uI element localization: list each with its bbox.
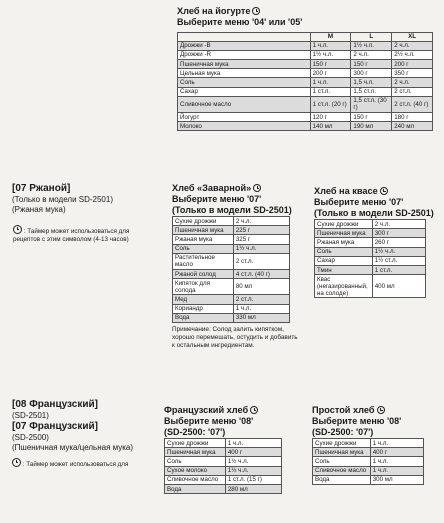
amount-cell: 1½ ч.л. [310, 50, 351, 59]
ingredient-cell: Пшеничная мука [315, 229, 373, 238]
timer-clock-icon [377, 406, 385, 414]
amount-cell: 120 г [310, 113, 351, 122]
ingredient-cell: Пшеничная мука [165, 448, 226, 457]
amount-cell: 1½ ч.л. [225, 457, 281, 466]
custard-title-text: Хлеб «Заварной» [172, 183, 252, 193]
amount-cell: 2 ст.л. (40 г) [392, 96, 433, 112]
table-row [178, 96, 433, 112]
ingredient-cell: Дрожжи -B [178, 41, 311, 50]
french-table [164, 438, 282, 494]
table-row [178, 41, 433, 50]
ingredient-cell: Ржаной солод [173, 269, 234, 278]
table-row [173, 295, 290, 304]
ingredient-cell: Сливочное масло [313, 466, 371, 475]
table-row [178, 69, 433, 78]
kvass-recipe [314, 186, 434, 298]
timer-clock-icon [253, 184, 261, 192]
table-row [178, 78, 433, 87]
ingredient-cell: Сахар [315, 256, 373, 265]
amount-cell: 1½ ч.л. [351, 41, 392, 50]
amount-cell: 225 г [233, 226, 289, 235]
simple-recipe [312, 405, 424, 485]
ingredient-cell: Пшеничная мука [313, 448, 371, 457]
rye-timer-note [12, 225, 131, 243]
ingredient-cell: Ржаная мука [173, 235, 234, 244]
yogurt-title [177, 6, 433, 17]
ingredient-cell: Тмин [315, 265, 373, 274]
amount-cell: 1,5 ст.л. [351, 87, 392, 96]
table-row [178, 122, 433, 131]
ingredient-cell: Кипяток для солода [173, 279, 234, 295]
table-row [173, 235, 290, 244]
table-row [315, 229, 426, 238]
amount-cell: 1 ч.л. [310, 41, 351, 50]
kvass-subtitle-1: Выберите меню '07' [314, 197, 404, 207]
table-row [315, 238, 426, 247]
rye-model-note: (Только в модели SD-2501) [12, 195, 113, 204]
amount-cell: 2 ч.л. [392, 78, 433, 87]
ingredient-cell: Цельная мука [178, 69, 311, 78]
table-row [173, 244, 290, 253]
amount-cell: 280 мл [225, 484, 281, 493]
table-header: M [310, 32, 351, 41]
amount-cell: 330 мл [233, 313, 289, 322]
ingredient-cell: Сливочное масло [178, 96, 311, 112]
amount-cell: 2 ст.л. [233, 253, 289, 269]
yogurt-title-text: Хлеб на йогурте [177, 6, 251, 16]
amount-cell: 260 г [372, 238, 425, 247]
french-subtitle-2: (SD-2500: '07') [164, 426, 226, 437]
simple-subtitle-2: (SD-2500: '07') [312, 426, 374, 437]
amount-cell: 2 ст.л. [392, 87, 433, 96]
french-recipe [164, 405, 282, 494]
ingredient-cell: Вода [173, 313, 234, 322]
timer-clock-icon [250, 406, 258, 414]
table-row [315, 256, 426, 265]
custard-table-body [173, 217, 290, 323]
amount-cell: 1 ст.л. [310, 87, 351, 96]
table-row [315, 247, 426, 256]
ingredient-cell: Соль [178, 78, 311, 87]
table-header: L [351, 32, 392, 41]
ingredient-cell: Мед [173, 295, 234, 304]
french-title [164, 405, 282, 416]
amount-cell: 1 ч.л. [233, 304, 289, 313]
ingredient-cell: Ржаная мука [315, 238, 373, 247]
amount-cell: 400 г [370, 448, 423, 457]
table-row [313, 475, 424, 484]
custard-subtitle-2: (Только в модели SD-2501) [172, 204, 292, 215]
ingredient-cell: Вода [313, 475, 371, 484]
ingredient-cell: Дрожжи -R [178, 50, 311, 59]
table-row [178, 113, 433, 122]
timer-clock-icon [252, 7, 260, 15]
amount-cell: 1 ст.л. (20 г) [310, 96, 351, 112]
amount-cell: 1 ст.л. [372, 265, 425, 274]
simple-title-text: Простой хлеб [312, 405, 375, 415]
simple-table [312, 438, 424, 485]
kvass-table [314, 219, 426, 298]
ingredient-cell: Кориандр [173, 304, 234, 313]
amount-cell: 2 ч.л. [392, 41, 433, 50]
amount-cell: 80 мл [233, 279, 289, 295]
timer-note-text: : Таймер может использоваться для [22, 461, 129, 468]
amount-cell: 150 г [351, 113, 392, 122]
table-row [315, 220, 426, 229]
table-row [313, 448, 424, 457]
table-row [173, 253, 290, 269]
custard-table [172, 216, 290, 323]
ingredient-cell: Соль [313, 457, 371, 466]
amount-cell: 300 г [372, 229, 425, 238]
amount-cell: 2 ч.л. [351, 50, 392, 59]
french-timer-note [12, 458, 130, 469]
table-row [178, 50, 433, 59]
timer-clock-icon [380, 187, 388, 195]
table-row [173, 279, 290, 295]
amount-cell: 2 ст.л. [233, 295, 289, 304]
ingredient-cell: Вода [165, 484, 226, 493]
amount-cell: 350 г [392, 69, 433, 78]
ingredient-cell: Йогурт [178, 113, 311, 122]
amount-cell: 180 г [392, 113, 433, 122]
table-row [165, 466, 282, 475]
table-row [173, 313, 290, 322]
ingredient-cell: Сухое молоко [165, 466, 226, 475]
amount-cell: 400 г [225, 448, 281, 457]
custard-recipe [172, 183, 302, 350]
custard-title [172, 183, 302, 194]
amount-cell: 1 ч.л. [370, 466, 423, 475]
ingredient-cell: Соль [173, 244, 234, 253]
table-row [313, 457, 424, 466]
table-row [315, 265, 426, 274]
simple-subtitle-1: Выберите меню '08' [312, 416, 402, 426]
table-row [178, 60, 433, 69]
simple-title [312, 405, 424, 416]
table-row [165, 475, 282, 484]
rye-flour-note: (Ржаная мука) [12, 205, 66, 214]
yogurt-recipe [177, 6, 433, 131]
amount-cell: 1 ч.л. [225, 439, 281, 448]
ingredient-cell: Сахар [178, 87, 311, 96]
amount-cell: 1,5 ч.л. [351, 78, 392, 87]
custard-subtitle-1: Выберите меню '07' [172, 194, 262, 204]
ingredient-cell: Растительное масло [173, 253, 234, 269]
table-header: XL [392, 32, 433, 41]
amount-cell: 1 ч.л. [370, 439, 423, 448]
table-row [313, 466, 424, 475]
amount-cell: 400 мл [372, 275, 425, 298]
amount-cell: 1 ч.л. [310, 78, 351, 87]
kvass-subtitle-2: (Только в модели SD-2501) [314, 207, 434, 218]
amount-cell: 1½ ч.л. [372, 247, 425, 256]
ingredient-cell: Соль [165, 457, 226, 466]
table-row [173, 269, 290, 278]
french-section [12, 399, 162, 469]
rye-section [12, 183, 162, 243]
table-row [313, 439, 424, 448]
table-row [178, 87, 433, 96]
french-table-body [165, 439, 282, 494]
ingredient-cell: Молоко [178, 122, 311, 131]
amount-cell: 150 г [351, 60, 392, 69]
amount-cell: 325 г [233, 235, 289, 244]
amount-cell: 240 мл [392, 122, 433, 131]
amount-cell: 2½ ч.л. [392, 50, 433, 59]
table-row [173, 217, 290, 226]
amount-cell: 300 г [351, 69, 392, 78]
rye-section-title: [07 Ржаной] [12, 183, 71, 194]
amount-cell: 190 мл [351, 122, 392, 131]
amount-cell: 140 мл [310, 122, 351, 131]
amount-cell: 150 г [310, 60, 351, 69]
timer-note-text: : Таймер может использоваться для рецептов с этим символом (4-13 часов) [13, 228, 130, 243]
table-header [178, 32, 311, 41]
ingredient-cell: Сливочное масло [165, 475, 226, 484]
amount-cell: 4 ст.л. (40 г) [233, 269, 289, 278]
french-model-2: (SD-2500) [12, 433, 49, 442]
ingredient-cell: Сухие дрожжи [313, 439, 371, 448]
french-section-title-1: [08 Французский] [12, 399, 98, 410]
custard-note: Примечание: Солод залить кипятком, хорошо перемешать, остудить и добавить к остальным ингредиентам. [172, 325, 298, 349]
amount-cell: 1½ ч.л. [233, 244, 289, 253]
ingredient-cell: Соль [315, 247, 373, 256]
ingredient-cell: Квас (негазированный, на солоде) [315, 275, 373, 298]
timer-clock-icon [12, 458, 21, 467]
french-title-text: Французский хлеб [164, 405, 249, 415]
timer-clock-icon [13, 225, 22, 234]
table-row [173, 304, 290, 313]
amount-cell: 2 ч.л. [233, 217, 289, 226]
kvass-title-text: Хлеб на квасе [314, 186, 378, 196]
table-row [173, 226, 290, 235]
french-section-title-2: [07 Французский] [12, 421, 98, 432]
amount-cell: 300 мл [370, 475, 423, 484]
french-subtitle-1: Выберите меню '08' [164, 416, 254, 426]
table-row [315, 275, 426, 298]
yogurt-table [177, 32, 433, 132]
table-row [165, 439, 282, 448]
amount-cell: 1 ст.л. (15 г) [225, 475, 281, 484]
ingredient-cell: Сухие дрожжи [315, 220, 373, 229]
kvass-title [314, 186, 434, 197]
table-row [165, 448, 282, 457]
amount-cell: 1½ ч.л. [225, 466, 281, 475]
simple-table-body [313, 439, 424, 485]
amount-cell: 2 ч.л. [372, 220, 425, 229]
amount-cell: 1½ ст.л. [372, 256, 425, 265]
french-model-1: (SD-2501) [12, 411, 49, 420]
ingredient-cell: Пшеничная мука [178, 60, 311, 69]
kvass-table-body [315, 220, 426, 298]
amount-cell: 1 ч.л. [370, 457, 423, 466]
french-flour-note: (Пшеничная мука/цельная мука) [12, 443, 134, 452]
amount-cell: 200 г [392, 60, 433, 69]
amount-cell: 1,5 ст.л. (30 г) [351, 96, 392, 112]
ingredient-cell: Сухие дрожжи [165, 439, 226, 448]
ingredient-cell: Пшеничная мука [173, 226, 234, 235]
yogurt-table-body [178, 41, 433, 131]
yogurt-subtitle: Выберите меню '04' или '05' [177, 17, 303, 27]
ingredient-cell: Сухие дрожжи [173, 217, 234, 226]
table-row [165, 457, 282, 466]
table-row [165, 484, 282, 493]
amount-cell: 200 г [310, 69, 351, 78]
